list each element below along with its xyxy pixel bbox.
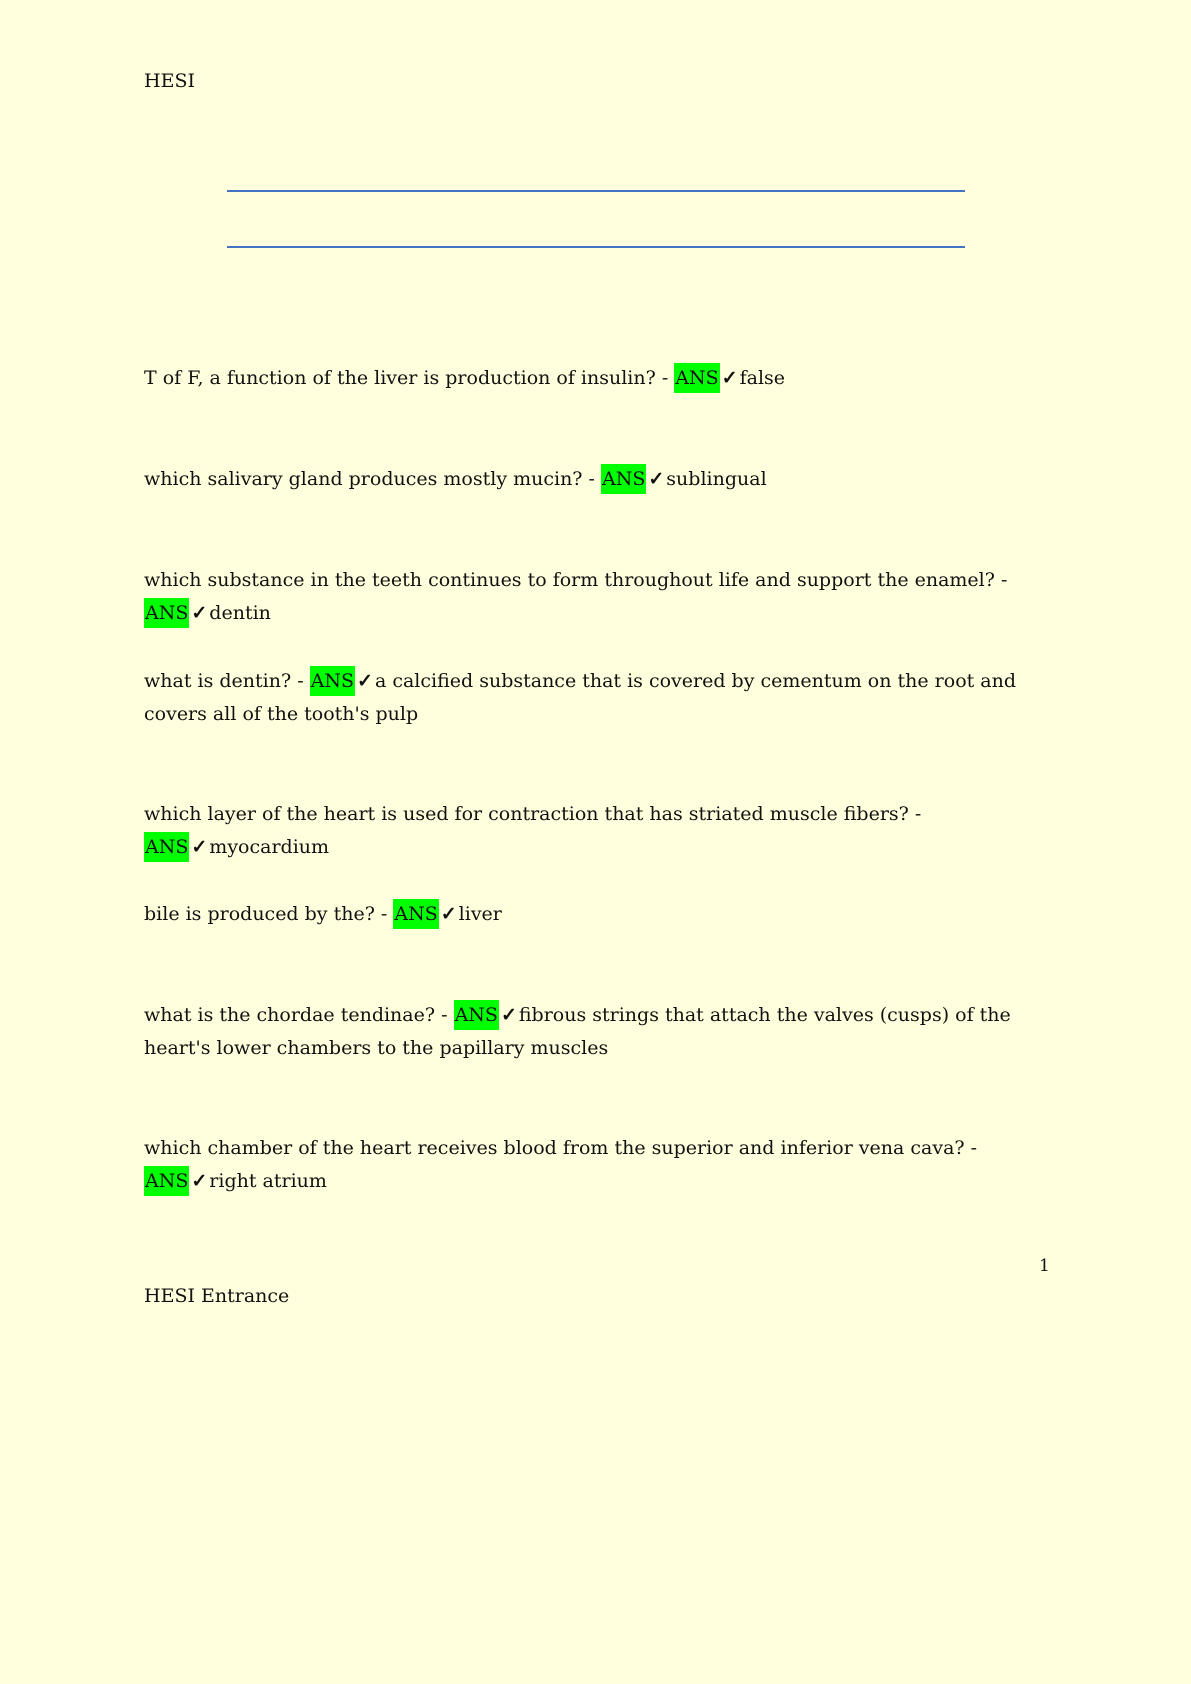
answer-text: fibrous strings that attach the valves (cusps) of the heart's lower chambers to the papillary muscles (144, 1004, 1011, 1059)
answer-text: sublingual (666, 468, 767, 490)
answer-text: false (739, 367, 786, 389)
qa-item (144, 463, 1044, 496)
qa-item (144, 999, 1044, 1065)
answer-text: myocardium (209, 836, 330, 858)
answer-text: dentin (209, 602, 271, 624)
qa-item (144, 564, 1044, 630)
question-text: which substance in the teeth continues to form throughout life and support the enamel? - (144, 569, 1008, 591)
check-icon: ✓ (500, 1004, 517, 1026)
qa-item (144, 798, 1044, 864)
footer-label: HESI Entrance (144, 1285, 290, 1307)
question-text: T of F, a function of the liver is production of insulin? - (144, 367, 675, 389)
question-text: bile is produced by the? - (144, 903, 394, 925)
question-text: what is the chordae tendinae? - (144, 1004, 454, 1026)
ans-highlight: ANS (454, 1000, 499, 1030)
check-icon: ✓ (191, 836, 208, 858)
ans-highlight: ANS (144, 832, 189, 862)
question-text: which layer of the heart is used for contraction that has striated muscle fibers? - (144, 803, 922, 825)
ans-highlight: ANS (144, 1166, 189, 1196)
answer-text: right atrium (209, 1170, 327, 1192)
qa-item (144, 898, 1044, 931)
header-rule-top (227, 190, 965, 192)
question-text: what is dentin? - (144, 670, 310, 692)
header-rule-bottom (227, 246, 965, 248)
ans-highlight: ANS (601, 464, 646, 494)
check-icon: ✓ (191, 602, 208, 624)
check-icon: ✓ (191, 1170, 208, 1192)
header-label: HESI (144, 70, 195, 92)
check-icon: ✓ (721, 367, 738, 389)
qa-item (144, 1132, 1044, 1198)
ans-highlight: ANS (393, 899, 438, 929)
page-number: 1 (1039, 1256, 1050, 1276)
question-text: which chamber of the heart receives blood from the superior and inferior vena cava? - (144, 1137, 978, 1159)
answer-text: a calcified substance that is covered by cementum on the root and covers all of the tooth's pulp (144, 670, 1017, 725)
ans-highlight: ANS (310, 666, 355, 696)
qa-item (144, 665, 1044, 731)
ans-highlight: ANS (674, 363, 719, 393)
question-text: which salivary gland produces mostly mucin? - (144, 468, 601, 490)
qa-item (144, 362, 1044, 395)
check-icon: ✓ (648, 468, 665, 490)
ans-highlight: ANS (144, 598, 189, 628)
check-icon: ✓ (440, 903, 457, 925)
answer-text: liver (458, 903, 502, 925)
check-icon: ✓ (357, 670, 373, 692)
